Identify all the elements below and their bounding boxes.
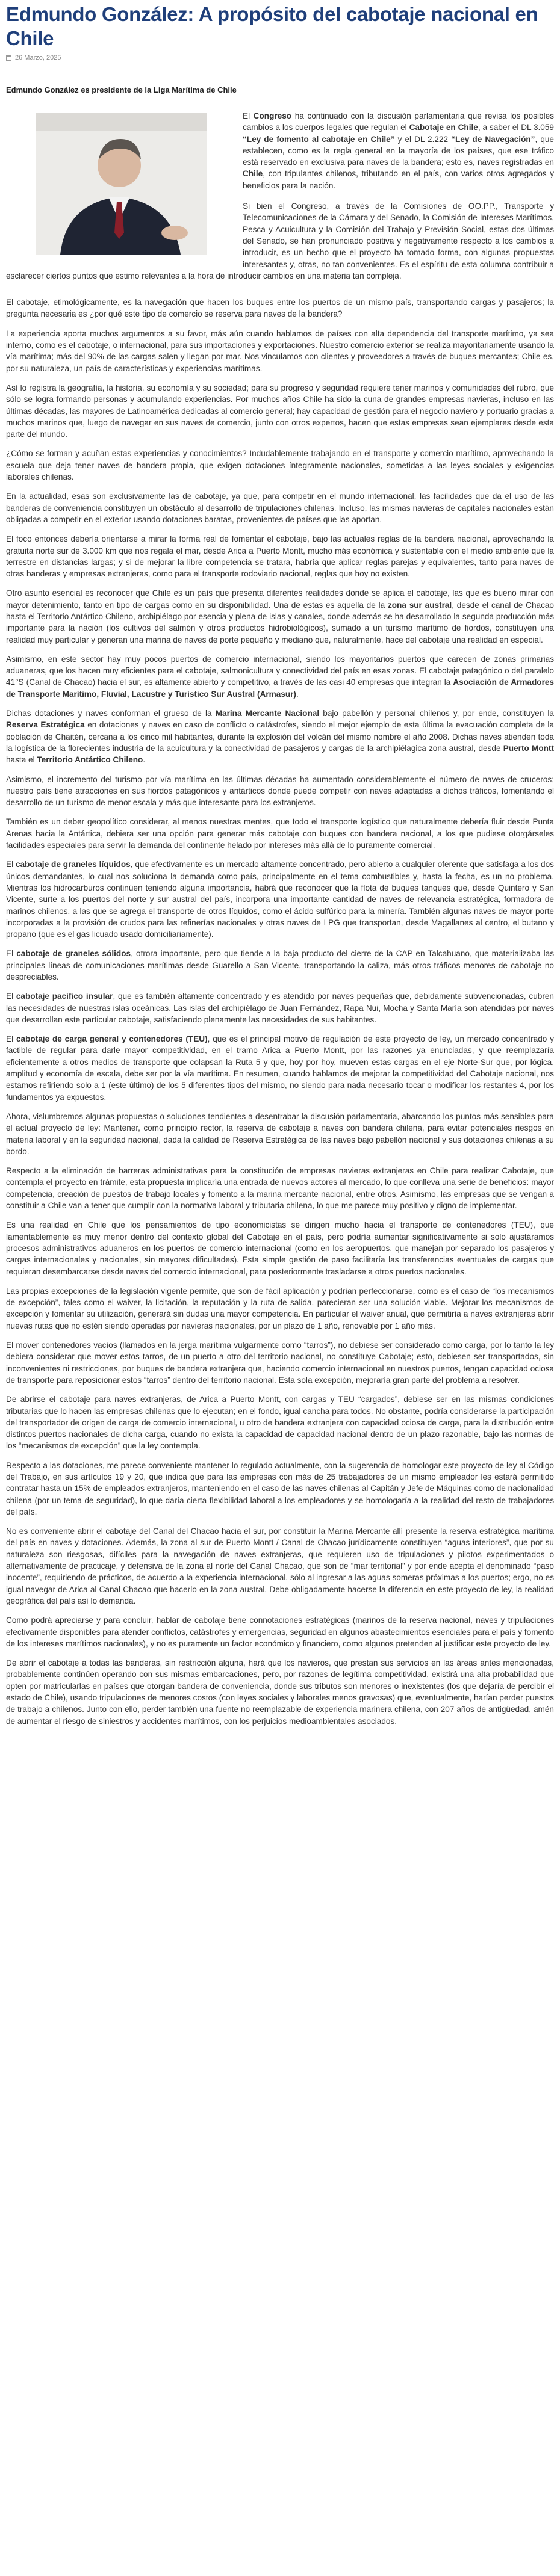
body-paragraph: El mover contenedores vacíos (llamados en la jerga marítima vulgarmente como “tarros”), no debiese ser considerado como carga, por lo tanto la ley debiera considerar que mover estos tarros, de un puerto a otro del territorio nacional, no constituye Cabotaje; esto, debiesen ser transportados, sin inconvenientes ni restricciones, por buques de bandera extranjera que, haciendo comercio internacional en nuestros puertos, tengan capacidad ociosa de transporte para reposicionar estos “tarros” dentro del territorio nacional. Esta sola excepción, mejoraría gran parte del problema a resolver.	[6, 1341, 554, 1385]
portrait-illustration	[36, 113, 207, 255]
body-paragraph: ¿Cómo se forman y acuñan estas experiencias y conocimientos? Indudablemente trabajando en el transporte y comercio marítimo, aprovechando la escuela que deja tener naves de bandera propia, que exigen dotaciones íntegramente nacionales, sometidas a las leyes sociales y exigencias laborales chilenas.	[6, 449, 554, 482]
intro-paragraph: Si bien el Congreso, a través de la Comisiones de OO.PP., Transporte y Telecomunicaciones de la Cámara y del Senado, la Comisión de Intereses Marítimos, Pesca y Acuicultura y la Comisión del Trabajo y Previsión Social, estas dos últimas del Senado, se han pronunciado positiva y negativamente respecto a los cambios a introducir, es un hecho que el proyecto ha tomado forma, con algunas propuestas interesantes y, otras, no tan convenientes. Es el espíritu de esta columna contribuir a esclarecer ciertos puntos que estimo relevantes a la hora de introducir cambios en una materia tan compleja.	[6, 202, 554, 280]
body-paragraph: Ahora, vislumbremos algunas propuestas o soluciones tendientes a desentrabar la discusión parlamentaria, abarcando los puntos más sensibles para el actual proyecto de ley: Mantener, como principio rector, la reserva de cabotaje a naves con bandera chilena, para evitar potenciales riesgos en materia laboral y en la seguridad nacional, dada la calidad de Reserva Estratégica de las naves bajo pabellón nacional y sus dotaciones chilenas a su bordo.	[6, 1111, 554, 1156]
bold-phrase: Congreso	[253, 111, 292, 120]
body-paragraph: En la actualidad, esas son exclusivamente las de cabotaje, ya que, para competir en el mundo internacional, las facilidades que da el uso de las banderas de conveniencia constituyen un obstáculo al desarrollo de tripulaciones chilenas. Incluso, las mismas navieras de capitales nacionales están obligadas a competir en el exterior usando dotaciones baratas, provenientes de países que las aportan.	[6, 492, 554, 524]
bold-phrase: Asociación de Armadores de Transporte Marítimo, Fluvial, Lacustre y Turístico Sur Austral (Armasur)	[6, 678, 554, 699]
body-paragraph: De abrirse el cabotaje para naves extranjeras, de Arica a Puerto Montt, con cargas y TEU “cargados”, debiese ser en las mismas condiciones tributarias que lo hacen las empresas chilenas que lo ejecutan; en el fondo, igual cancha para todos. No obstante, podría considerarse la participación del transportador de origen de carga de comercio internacional, u otro de bandera extranjera con capacidad ociosa de carga, para la distribución entre distintos puertos nacionales de dicha carga, cuando no exista la capacidad de capacidad nacional dentro de un plazo razonable, bajo las normas de los “mecanismos de excepción” que la ley contempla.	[6, 1395, 554, 1451]
intro-block	[6, 110, 554, 291]
bold-phrase: “Ley de Navegación”	[451, 134, 535, 144]
publish-date: 26 Marzo, 2025	[15, 54, 61, 61]
body-paragraph: De abrir el cabotaje a todas las banderas, sin restricción alguna, hará que los navieros, que prestan sus servicios en las áreas antes mencionadas, probablemente continúen operando con sus mismas embarcaciones, pero, por razones de legítima competitividad, existirá una alta probabilidad que opten por matricularlas en países que otorgan bandera de conveniencia, donde sus tributos son menores o inexistentes (los que dejaría de percibir el estado de Chile), usando tripulaciones de menores costos (con leyes sociales y laborales menos gravosas) que, eventualmente, harían perder puestos de trabajo a chilenos. Junto con ello, perder también una fuente no reemplazable de experiencia marinera chilena, con 207 años de antigüedad, amén de aumentar el riesgo de siniestros y accidentes marítimos, con los perjuicios medioambientales asociados.	[6, 1658, 554, 1726]
bold-phrase: zona sur austral	[387, 600, 452, 610]
body-paragraph: Dichas dotaciones y naves conforman el grueso de la Marina Mercante Nacional bajo pabellón y personal chilenos y, por ende, constituyen la Reserva Estratégica en dotaciones y naves en caso de conflicto o catástrofes, siendo el mejor ejemplo de esta última la evacuación completa de la población de Chaitén, cercana a los cinco mil habitantes, durante la explosión del volcán del mismo nombre el año 2008. Dichas naves atienden toda la logística de la florecientes industria de la acuicultura y la conectividad de pasajeros y cargas de la archipiélagica zona austral, desde Puerto Montt hasta el Territorio Antártico Chileno.	[6, 709, 555, 765]
calendar-icon	[6, 55, 11, 61]
body-paragraph: Asimismo, en este sector hay muy pocos puertos de comercio internacional, siendo los mayoritarios puertos que carecen de zonas primarias aduaneras, que los hacen muy eficientes para el cabotaje, salmonicultura y conectividad del país en esas zonas. El cabotaje patagónico o del paralelo 41°S (Canal de Chacao) hacia el sur, es altamente abierto y competitivo, a través de las casi 40 empresas que integran la Asociación de Armadores de Transporte Marítimo, Fluvial, Lacustre y Turístico Sur Austral (Armasur).	[6, 654, 554, 699]
body-paragraph: El cabotaje de graneles líquidos, que efectivamente es un mercado altamente concentrado, pero abierto a cualquier oferente que satisfaga a los dos únicos demandantes, lo cual nos soluciona la demanda como país, principalmente en el tema combustibles y, hasta la fecha, es un no problema. Mientras los hidrocarburos continúen teniendo alguna importancia, habrá que reconocer que la flota de buques tanques que, desde Quintero y San Vicente, surte a los puertos del norte y sur austral del país, incorpora una importante cantidad de naves de relevancia estratégica, formadora de marinos chilenos, a las que se agrega el transporte de otros líquidos, como el ácido sulfúrico para la minería. También algunas naves de mayor porte incorporadas a la provisión de crudos para las refinerías nacionales y otras naves de LPG que transportan, desde Magallanes al centro, el butano y propano (que es el gas licuado usado domiciliariamente).	[6, 860, 554, 939]
body-paragraph: La experiencia aporta muchos argumentos a su favor, más aún cuando hablamos de países con alta dependencia del transporte marítimo, ya sea interno, como es el cabotaje, o internacional, para sus importaciones y exportaciones. Nuestro comercio exterior se realiza mayoritariamente usando la vía marítima; más del 90% de las cargas salen y llegan por mar. Nos vinculamos con clientes y proveedores a través de buques mercantes; Chile es, por su naturaleza, un país de características y experiencias marítimas.	[6, 329, 554, 373]
portrait-photo	[36, 113, 207, 255]
body-paragraph: Otro asunto esencial es reconocer que Chile es un país que presenta diferentes realidades donde se aplica el cabotaje, las que es bueno mirar con mayor detenimiento, tanto en tipo de cargas como en su disponibilidad. Una de estas es aquella de la zona sur austral, desde el canal de Chacao hasta el Territorio Antártico Chileno, archipiélago por esencia y plena de islas y canales, donde además se ha desarrollado la segunda producción más importante para la nación (los cultivos del salmón y otros productos hidrobiológicos), sumado a un turismo marítimo de fiordos, constituyen una realidad muy particular y generan una marina de naves de porte pequeño y mediano que, naturalmente, hace del cabotaje una realidad en especial.	[6, 588, 554, 644]
body-paragraph: Asimismo, el incremento del turismo por vía marítima en las últimas décadas ha aumentado considerablemente el número de naves de cruceros; nuestro país tiene atracciones en sus fiordos patagónicos y antárticos donde puede competir con naves adaptadas a dichos tráficos, fomentando el desarrollo de un turismo de menor escala y más que interesante para los extranjeros.	[6, 774, 554, 808]
body-paragraph: Así lo registra la geografía, la historia, su economía y su sociedad; para su progreso y seguridad requiere tener marinos y comunidades del rubro, que sólo se logra formando personas y acumulando experiencias. Por muchos años Chile ha sido la cuna de grandes empresas navieras, incluso en las últimas décadas, las mayores de Latinoamérica dedicadas al comercio general; hay capacidad de gestión para el negocio naviero y portuario gracias a muchos marinos que, luego de navegar en sus naves de comercio, junto con otros expertos, hacen que estas empresas sean ejemplares desde esta parte del mundo.	[6, 383, 554, 439]
bold-phrase: Reserva Estratégica	[6, 720, 85, 730]
body-paragraph: También es un deber geopolítico considerar, al menos nuestras mentes, que todo el transporte logístico que naturalmente debería fluir desde Punta Arenas hacia la Antártica, debiera ser una opción para generar más cabotaje con buques con bandera nacional, a los que pudiese otorgárseles facilidades especiales para servir la demanda del continente helado por intereses más allá de lo puramente comercial.	[6, 817, 554, 850]
body-paragraph: Las propias excepciones de la legislación vigente permite, que son de fácil aplicación y podrían perfeccionarse, como es el caso de “los mecanismos de excepción”, tales como el waiver, la licitación, la reputación y la ruta de salida, parecieran ser una solución viable. Mejorar los mecanismos de excepción y fomentar su utilización, generará sin dudas una mayor competencia. En particular el waiver anual, que permitiría a naves extranjeras abrir nuevas rutas que no estén siendo operadas por navieras nacionales, por un plazo de 1 año, renovable por 1 año más.	[6, 1286, 554, 1330]
body-paragraph: El foco entonces debería orientarse a mirar la forma real de fomentar el cabotaje, bajo las actuales reglas de la bandera nacional, aprovechando la gratuita norte sur de 3.000 km que nos regala el mar, desde Arica a Puerto Montt, mucho más económica y sustentable con el medio ambiente que la terrestre en distancias largas; y si de mejorar la libre competencia se tratara, habría que aplicar reglas parejas y equivalentes, tanto para naves de otras banderas y empresas extranjeras, como para el transporte rodoviario nacional, reglas que hoy no existen.	[6, 534, 554, 579]
article-body	[6, 297, 554, 1727]
intro-paragraph: El Congreso ha continuado con la discusión parlamentaria que revisa los posibles cambios a los cuerpos legales que regulan el Cabotaje en Chile, a saber el DL 3.059 “Ley de fomento al cabotaje en Chile” y el DL 2.222 “Ley de Navegación”, que establecen, como es la regla general en la mayoría de los países, que ese tráfico está reservado en exclusiva para naves de la bandera; esto es, naves registradas en Chile, con tripulantes chilenos, tributando en el país, con varios otros agregados y beneficios para la nación.	[243, 111, 554, 190]
body-paragraph: Respecto a la eliminación de barreras administrativas para la constitución de empresas navieras extranjeras en Chile para realizar Cabotaje, que contempla el proyecto en trámite, esta propuesta implicaría una entrada de nuevos actores al mercado, lo que conlleva una serie de beneficios: mayor competencia, creación de puestos de trabajo locales y fomento a la marina mercante nacional, entre otros. Asimismo, las empresas que se vengan a constituir a Chile van a tener que cumplir con la normativa laboral y tributaria chilena, lo que me parece muy positivo y digno de implementar.	[6, 1166, 554, 1211]
body-paragraph: Como podrá apreciarse y para concluir, hablar de cabotaje tiene connotaciones estratégicas (marinos de la reserva nacional, naves y tripulaciones efectivamente disponibles para atender conflictos, catástrofes y emergencias, seguridad en algunos abastecimientos esenciales para el país y fomento de los intereses marítimos nacionales), y no es puramente un factor económico y financiero, como algunos pretenden al justificar este proyecto de ley.	[6, 1616, 554, 1648]
bold-phrase: cabotaje de graneles sólidos	[16, 949, 131, 959]
bold-phrase: cabotaje pacífico insular	[16, 992, 113, 1001]
bold-phrase: cabotaje de graneles líquidos	[15, 860, 131, 869]
body-paragraph: El cabotaje pacífico insular, que es también altamente concentrado y es atendido por naves pequeñas que, debidamente subvencionadas, cubren las necesidades de nuestras islas oceánicas. Las islas del archipiélago de Juan Fernández, Rapa Nui, Mocha y Santa María son atendidas por naves que desarrollan este particular cabotaje, satisfaciendo plenamente las necesidades de sus habitantes.	[6, 992, 554, 1024]
bold-phrase: Marina Mercante Nacional	[215, 709, 320, 718]
body-paragraph: El cabotaje de carga general y contenedores (TEU), que es el principal motivo de regulación de este proyecto de ley, un mercado concentrado y factible de regular para darle mayor competitividad, en el tramo Arica a Puerto Montt, por las razones ya enunciadas, y que reemplazaría eficientemente a otros medios de transporte que colapsan la Ruta 5 y que, hoy por hoy, mueven estas cargas en el eje Norte-Sur que, por lógica, amplitud y economía de escala, debe ser por la vía marítima. En resumen, cuando hablamos de mejorar la competitividad del Cabotaje nacional, nos estamos refiriendo solo a 1 (este último) de los 5 diferentes tipos del mismo, no siendo para nada necesario tocar o modificar los restantes 4, por los fundamentos ya expuestos.	[6, 1034, 554, 1102]
bold-phrase: Territorio Antártico Chileno	[37, 755, 143, 765]
article-title: Edmundo González: A propósito del cabotaje nacional en Chile	[6, 3, 538, 49]
bold-phrase: Puerto Montt	[503, 743, 554, 753]
body-paragraph: Respecto a las dotaciones, me parece conveniente mantener lo regulado actualmente, con la sugerencia de homologar este proyecto de ley al Código del Trabajo, en sus artículos 19 y 20, que indica que para las empresas con más de 25 trabajadores de un mismo empleador les estará permitido contratar hasta un 15% de empleados extranjeros, manteniendo en el caso de las naves chilenas al Capitán y Jefe de Máquinas como de nacionalidad chilena (por un tema de seguridad), lo que daría cierta flexibilidad laboral a los empleadores y se homologaría a la realidad del resto de trabajadores del país.	[6, 1460, 554, 1516]
body-paragraph: No es conveniente abrir el cabotaje del Canal del Chacao hacia el sur, por constituir la Marina Mercante allí presente la reserva estratégica marítima del país en naves y dotaciones. Además, la zona al sur de Puerto Montt / Canal de Chacao jurídicamente constituyen “aguas interiores”, que por su naturaleza son riesgosas, difíciles para la navegación de naves extranjeras, que requieren uso de tripulaciones y pilotos experimentados o alternativamente de practicaje, y defensiva de la zona al norte del Canal Chacao, que son de “mar territorial” y por ende acepta el denominado “paso inocente”, requiriendo de prácticos, de acuerdo a la experiencia internacional, sólo al ingresar a las aguas someras próximas a los puertos; ergo, no es igual navegar de Arica al Canal Chacao que hacerlo en la zona austral. Debe obligadamente hacerse la diferencia en este proyecto de ley, la realidad geográfica del país así lo demanda.	[6, 1527, 554, 1605]
bold-phrase: Cabotaje en Chile	[409, 123, 478, 132]
article-meta	[6, 54, 554, 61]
body-paragraph: Es una realidad en Chile que los pensamientos de tipo economicistas se dirigen mucho hacia el transporte de contenedores (TEU), que lamentablemente es muy menor dentro del contexto global del Cabotaje en el país, pero podría aumentar significativamente si solo ajustáramos procesos administrativos aduaneros en los puertos de comercio internacional (como en los aeropuertos, que manejan por separado los pasajeros y cargas internacionales y nacionales, sin mayores dificultades). Esta simple gestión de paso facilitaría las transferencias eventuales de cargas que requieran desembarcarse desde naves del comercio internacional, para posteriormente trasladarse a otros puertos nacionales.	[6, 1220, 554, 1276]
bold-phrase: “Ley de fomento al cabotaje en Chile”	[243, 134, 395, 144]
body-paragraph: El cabotaje, etimológicamente, es la navegación que hacen los buques entre los puertos de un mismo país, transportando cargas y pasajeros; la pregunta necesaria es ¿por qué este tipo de comercio se reserva para naves de la bandera?	[6, 298, 554, 319]
bold-phrase: Chile	[243, 169, 263, 179]
lead-line: Edmundo González es presidente de la Liga Marítima de Chile	[6, 85, 237, 94]
body-paragraph: El cabotaje de graneles sólidos, otrora importante, pero que tiende a la baja producto del cierre de la CAP en Talcahuano, que materializaba las principales líneas de comunicaciones marítimas desde Guarello a San Vicente, transportando la caliza, más otros tráficos menores de cabotaje no despreciables.	[6, 949, 554, 981]
bold-phrase: cabotaje de carga general y contenedores (TEU)	[16, 1034, 208, 1044]
